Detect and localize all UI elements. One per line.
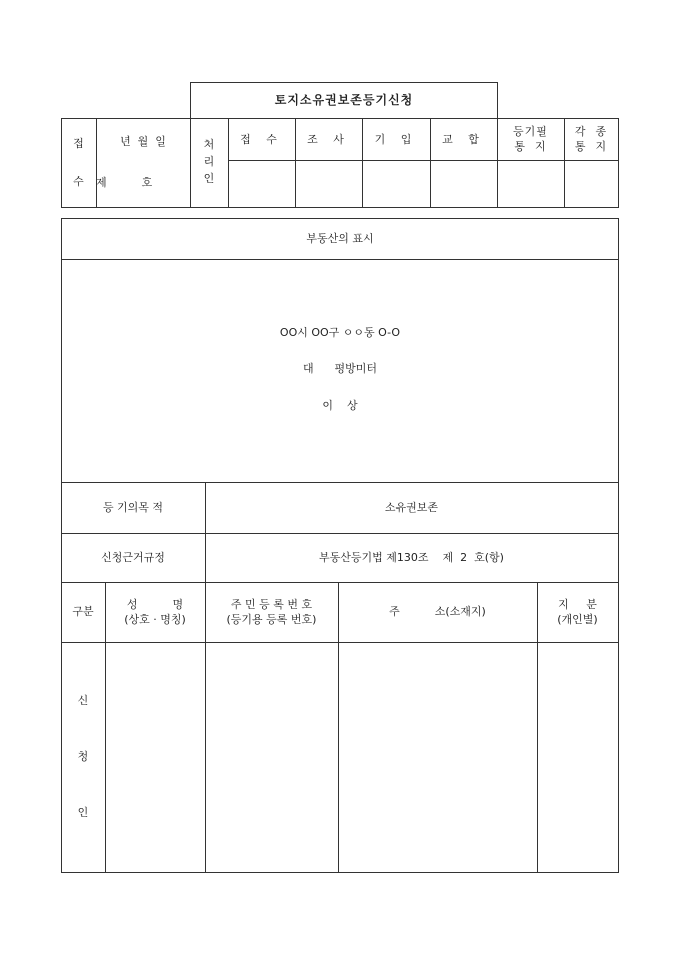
applicant-label-2: 청 — [77, 749, 89, 763]
header-address: 주 소(소재지) — [389, 605, 486, 619]
applicant-label-3: 인 — [77, 805, 89, 819]
applicant-share-cell[interactable] — [538, 643, 618, 872]
property-end: 이 상 — [322, 398, 358, 412]
property-section-title: 부동산의 표시 — [306, 231, 374, 245]
property-land: 대 평방미터 — [302, 361, 378, 375]
registration-purpose-label: 등 기의목 적 — [102, 500, 164, 514]
col-various-notice: 각 종 통 지 — [574, 125, 608, 153]
col-collation: 교 합 — [442, 132, 485, 146]
col-entry: 기 입 — [374, 132, 418, 146]
date-label: 년 월 일 — [120, 134, 166, 148]
applicant-resident-number-cell[interactable] — [206, 643, 338, 872]
number-label: 제 호 — [96, 175, 153, 189]
legal-basis-label: 신청근거규정 — [101, 550, 165, 564]
col-receipt: 접 수 — [240, 132, 283, 146]
legal-basis-value: 부동산등기법 제130조 제 2 호(항) — [319, 550, 504, 564]
property-address: OO시 OO구 ㅇㅇ동 O-O — [279, 325, 401, 339]
header-name: 성 명 (상호 · 명칭) — [124, 597, 186, 626]
col-inspection: 조 사 — [307, 132, 350, 146]
col-registration-notice: 등기필 통 지 — [513, 125, 548, 153]
applicant-address-cell[interactable] — [339, 643, 537, 872]
header-share: 지 분 (개인별) — [557, 597, 598, 626]
registration-purpose-value: 소유권보존 — [384, 500, 439, 514]
header-resident-number: 주 민 등 록 번 호 (등기용 등록 번호) — [226, 597, 317, 626]
applicant-label-1: 신 — [77, 693, 89, 707]
receipt-label: 접 — [73, 136, 84, 150]
header-division: 구분 — [72, 605, 94, 619]
processor-label: 처 리 인 — [203, 138, 215, 185]
form-title: 토지소유권보존등기신청 — [274, 92, 414, 107]
receipt-label-2: 수 — [73, 174, 84, 188]
applicant-name-cell[interactable] — [106, 643, 205, 872]
